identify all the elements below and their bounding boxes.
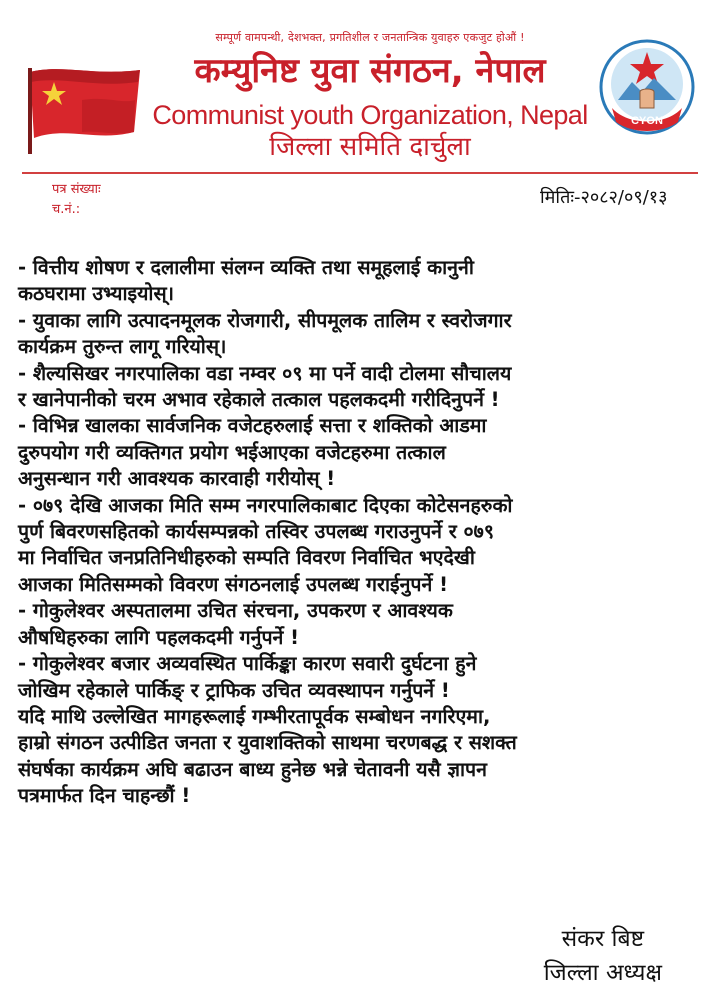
body-line: औषधिहरुका लागि पहलकदमी गर्नुपर्ने ! bbox=[18, 625, 300, 649]
letterhead bbox=[0, 0, 720, 217]
body-line: - शैल्यसिखर नगरपालिका वडा नम्वर ०९ मा पर्ने वादी टोलमा सौचालय bbox=[18, 361, 512, 385]
body-line: कठघरामा उभ्याइयोस्। bbox=[18, 282, 175, 306]
district-committee: जिल्ला समिति दार्चुला bbox=[269, 132, 471, 162]
body-line: आजका मितिसम्मको विवरण संगठनलाई उपलब्ध गराईनुपर्ने ! bbox=[18, 572, 448, 596]
body-line: जोखिम रहेकाले पार्किङ् र ट्राफिक उचित व्यवस्थापन गर्नुपर्ने ! bbox=[18, 678, 450, 702]
body-line: - गोकुलेश्वर अस्पतालमा उचित संरचना, उपकरण र आवश्यक bbox=[18, 599, 453, 623]
body-line: - गोकुलेश्वर बजार अव्यवस्थित पार्किङ्का कारण सवारी दुर्घटना हुने bbox=[18, 652, 477, 676]
body-line: मा निर्वाचित जनप्रतिनिधीहरुको सम्पति विवरण निर्वाचित भएदेखी bbox=[18, 546, 475, 570]
body-line: र खानेपानीको चरम अभाव रहेकाले तत्काल पहलकदमी गरीदिनुपर्ने ! bbox=[18, 388, 500, 412]
body-line: - ०७९ देखि आजका मिति सम्म नगरपालिकाबाट दिएका कोटेसनहरुको bbox=[18, 493, 513, 517]
red-flag-hammer-sickle-icon bbox=[22, 60, 147, 155]
body-line: कार्यक्रम तुरुन्त लागू गरियोस्। bbox=[18, 335, 227, 359]
org-name-english: Communist youth Organization, Nepal bbox=[152, 100, 588, 130]
body-line: हाम्रो संगठन उत्पीडित जनता र युवाशक्तिको साथमा चरणबद्ध र सशक्त bbox=[18, 731, 517, 755]
body-line: पत्रमार्फत दिन चाहन्छौं ! bbox=[18, 784, 191, 808]
letter-body bbox=[18, 255, 712, 810]
body-line: दुरुपयोग गरी व्यक्तिगत प्रयोग भईआएका वजेटहरुमा तत्काल bbox=[18, 440, 446, 464]
logo-text: CYON bbox=[631, 115, 663, 127]
tagline: सम्पूर्ण वामपन्थी, देशभक्त, प्रगतिशील र जनतान्त्रिक युवाहरु एकजुट होऔं ! bbox=[215, 31, 525, 44]
body-line: - वित्तीय शोषण र दलालीमा संलग्न व्यक्ति तथा समूहलाई कानुनी bbox=[18, 256, 474, 279]
header-divider bbox=[22, 172, 698, 174]
body-line: पुर्ण बिवरणसहितको कार्यसम्पन्नको तस्विर उपलब्ध गराउनुपर्ने र ०७९ bbox=[18, 520, 494, 544]
body-line: यदि माथि उल्लेखित मागहरूलाई गम्भीरतापूर्वक सम्बोधन नगरिएमा, bbox=[18, 704, 491, 728]
body-line: अनुसन्धान गरी आवश्यक कारवाही गरीयोस् ! bbox=[18, 467, 336, 491]
letter-date: मितिः-२०८२/०९/१३ bbox=[540, 187, 668, 208]
org-name-nepali: कम्युनिष्ट युवा संगठन, नेपाल bbox=[194, 51, 546, 91]
body-line: संघर्षका कार्यक्रम अघि बढाउन बाध्य हुनेछ भन्ने चेतावनी यसै ज्ञापन bbox=[18, 757, 487, 781]
body-line: - युवाका लागि उत्पादनमूलक रोजगारी, सीपमूलक तालिम र स्वरोजगार bbox=[18, 308, 512, 332]
letter-number-label: पत्र संख्याः bbox=[52, 182, 101, 197]
body-line: - विभिन्न खालका सार्वजनिक वजेटहरुलाई सत्ता र शक्तिको आडमा bbox=[18, 414, 487, 438]
dispatch-number-label: च.नं.: bbox=[52, 202, 81, 217]
cyon-emblem-icon bbox=[598, 38, 696, 136]
reference-block bbox=[52, 180, 101, 220]
signatory-name: संकर बिष्ट bbox=[561, 926, 645, 952]
signature-block bbox=[544, 922, 662, 990]
signatory-designation: जिल्ला अध्यक्ष bbox=[543, 960, 662, 986]
